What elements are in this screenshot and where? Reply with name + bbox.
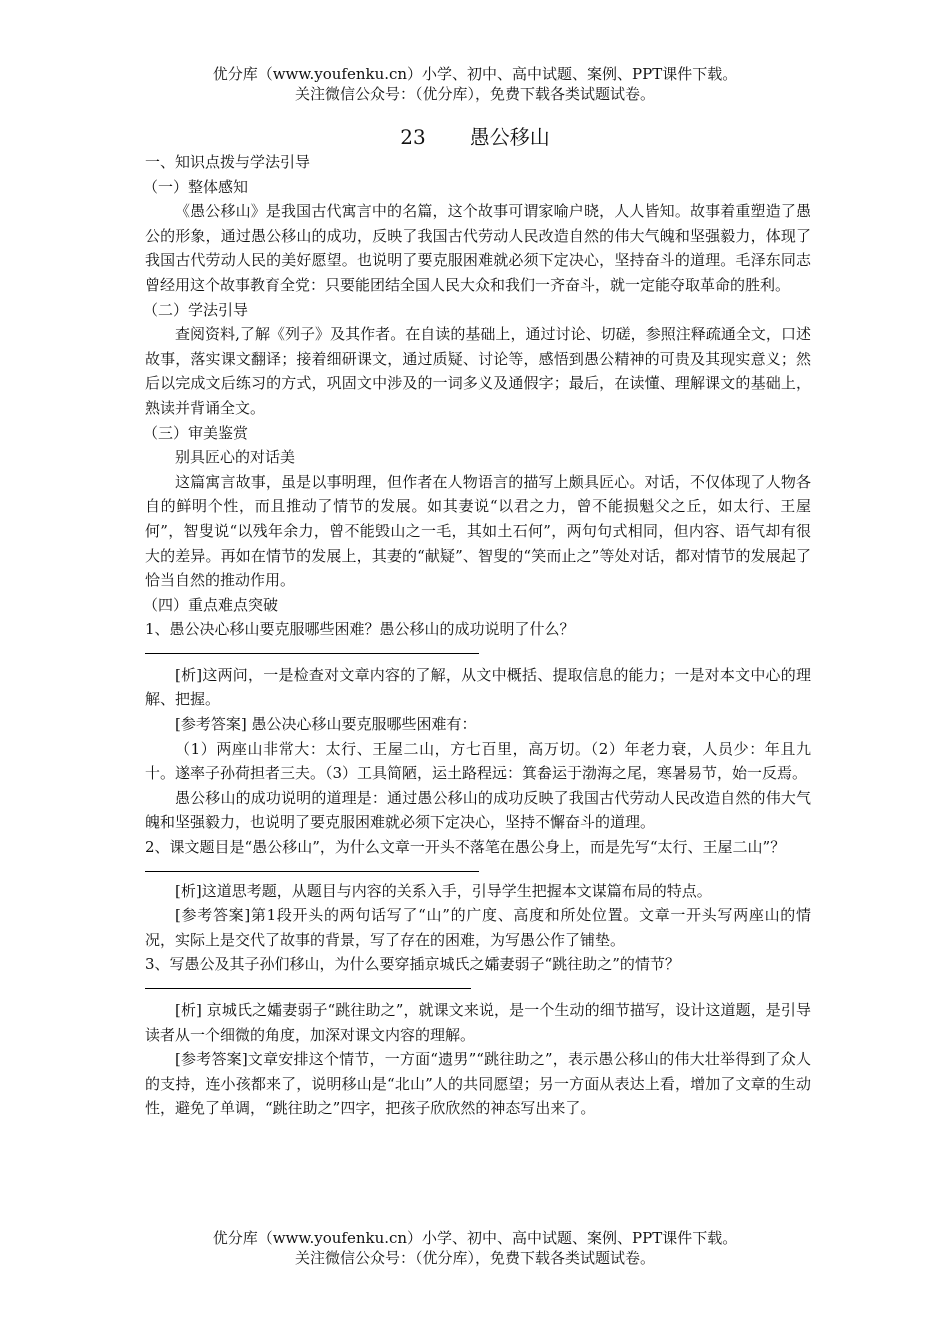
answer-blank-line	[145, 642, 811, 661]
answer-blank-line	[145, 860, 811, 879]
paragraph: 这篇寓言故事，虽是以事明理，但作者在人物语言的描写上颇具匠心。对话，不仅体现了人物各自的鲜明个性，而且推动了情节的发展。如其妻说“以君之力，曾不能损魁父之丘，如太行、王屋何”，智叟说“以残年余力，曾不能毁山之一毛，其如土石何”，两句句式相同，但内容、语气却有很大的差异。再如在情节的发展上，其妻的“献疑”、智叟的“笑而止之”等处对话，都对情节的发展起了恰当自然的推动作用。	[145, 472, 811, 590]
subsection-heading: （一）整体感知	[143, 177, 249, 196]
paragraph: 《愚公移山》是我国古代寓言中的名篇，这个故事可谓家喻户晓，人人皆知。故事着重塑造了愚公的形象，通过愚公移山的成功，反映了我国古代劳动人民改造自然的伟大气魄和坚强毅力，体现了我国古代劳动人民的美好愿望。也说明了要克服困难就必须下定决心，坚持奋斗的道理。毛泽东同志曾经用这个故事教育全党：只要能团结全国人民大众和我们一齐奋斗，就一定能夺取革命的胜利。	[145, 202, 811, 294]
header-line-2: 关注微信公众号：（优分库），免费下载各类试题试卷。	[294, 85, 655, 103]
lesson-title: 愚公移山	[469, 125, 550, 149]
footer-line-1: 优分库（www.youfenku.cn）小学、初中、高中试题、案例、PPT课件下载。	[212, 1229, 738, 1247]
question-text: 3、写愚公及其子孙们移山，为什么要穿插京城氏之孀妻弱子“跳往助之”的情节？	[145, 955, 680, 974]
lesson-number: 23	[400, 125, 426, 149]
reference-answer: [参考答案] 愚公决心移山要克服哪些困难有：	[175, 715, 477, 734]
page-header	[0, 64, 950, 104]
subsection-subtitle: 别具匠心的对话美	[175, 448, 296, 467]
subsection-heading: （四）重点难点突破	[143, 595, 279, 614]
reference-answer-more: 愚公移山的成功说明的道理是：通过愚公移山的成功反映了我国古代劳动人民改造自然的伟大气魄和坚强毅力，也说明了要克服困难就必须下定决心，坚持不懈奋斗的道理。	[145, 788, 811, 832]
subsection-heading: （二）学法引导	[143, 300, 249, 319]
header-line-1: 优分库（www.youfenku.cn）小学、初中、高中试题、案例、PPT课件下载。	[212, 65, 738, 83]
paragraph: 查阅资料,了解《列子》及其作者。在自读的基础上，通过讨论、切磋，参照注释疏通全文，口述故事，落实课文翻译；接着细研课文，通过质疑、讨论等，感悟到愚公精神的可贵及其现实意义；然后以完成文后练习的方式，巩固文中涉及的一词多义及通假字；最后，在读懂、理解课文的基础上，熟读并背诵全文。	[145, 325, 811, 417]
question-text: 1、愚公决心移山要克服哪些困难？愚公移山的成功说明了什么？	[145, 620, 575, 639]
page-title	[0, 124, 950, 150]
section-heading: 一、知识点拨与学法引导	[145, 153, 311, 171]
reference-answer: [参考答案]第1段开头的两句话写了“山”的广度、高度和所处位置。文章一开头写两座山的情况，实际上是交代了故事的背景，写了存在的困难，为写愚公作了铺垫。	[145, 906, 811, 949]
subsection-heading: （三）审美鉴赏	[143, 423, 249, 442]
analysis-text: [析]这两问，一是检查对文章内容的了解，从文中概括、提取信息的能力；一是对本文中心的理解、把握。	[145, 665, 811, 709]
document-body	[145, 150, 811, 1121]
answer-blank-line	[145, 977, 811, 996]
analysis-text: [析] 京城氏之孀妻弱子“跳往助之”，就课文来说，是一个生动的细节描写，设计这道题，是引导读者从一个细微的角度，加深对课文内容的理解。	[145, 1001, 811, 1044]
reference-answer-list: （1）两座山非常大：太行、王屋二山，方七百里，高万切。（2）年老力衰，人员少：年且九十。遂率子孙荷担者三夫。（3）工具简陋，运土路程远：箕畚运于渤海之尾，寒暑易节，始一反焉。	[145, 739, 811, 783]
page-footer	[0, 1228, 950, 1268]
footer-line-2: 关注微信公众号：（优分库），免费下载各类试题试卷。	[294, 1249, 655, 1267]
question-text: 2、课文题目是“愚公移山”，为什么文章一开头不落笔在愚公身上，而是先写“太行、王屋二山”？	[145, 838, 786, 857]
analysis-text: [析]这道思考题，从题目与内容的关系入手，引导学生把握本文谋篇布局的特点。	[175, 881, 712, 900]
reference-answer: [参考答案]文章安排这个情节，一方面“遗男”“跳往助之”，表示愚公移山的伟大壮举得到了众人的支持，连小孩都来了，说明移山是“北山”人的共同愿望；另一方面从表达上看，增加了文章的生动性，避免了单调，“跳往助之”四字，把孩子欣欣然的神态写出来了。	[145, 1050, 811, 1118]
